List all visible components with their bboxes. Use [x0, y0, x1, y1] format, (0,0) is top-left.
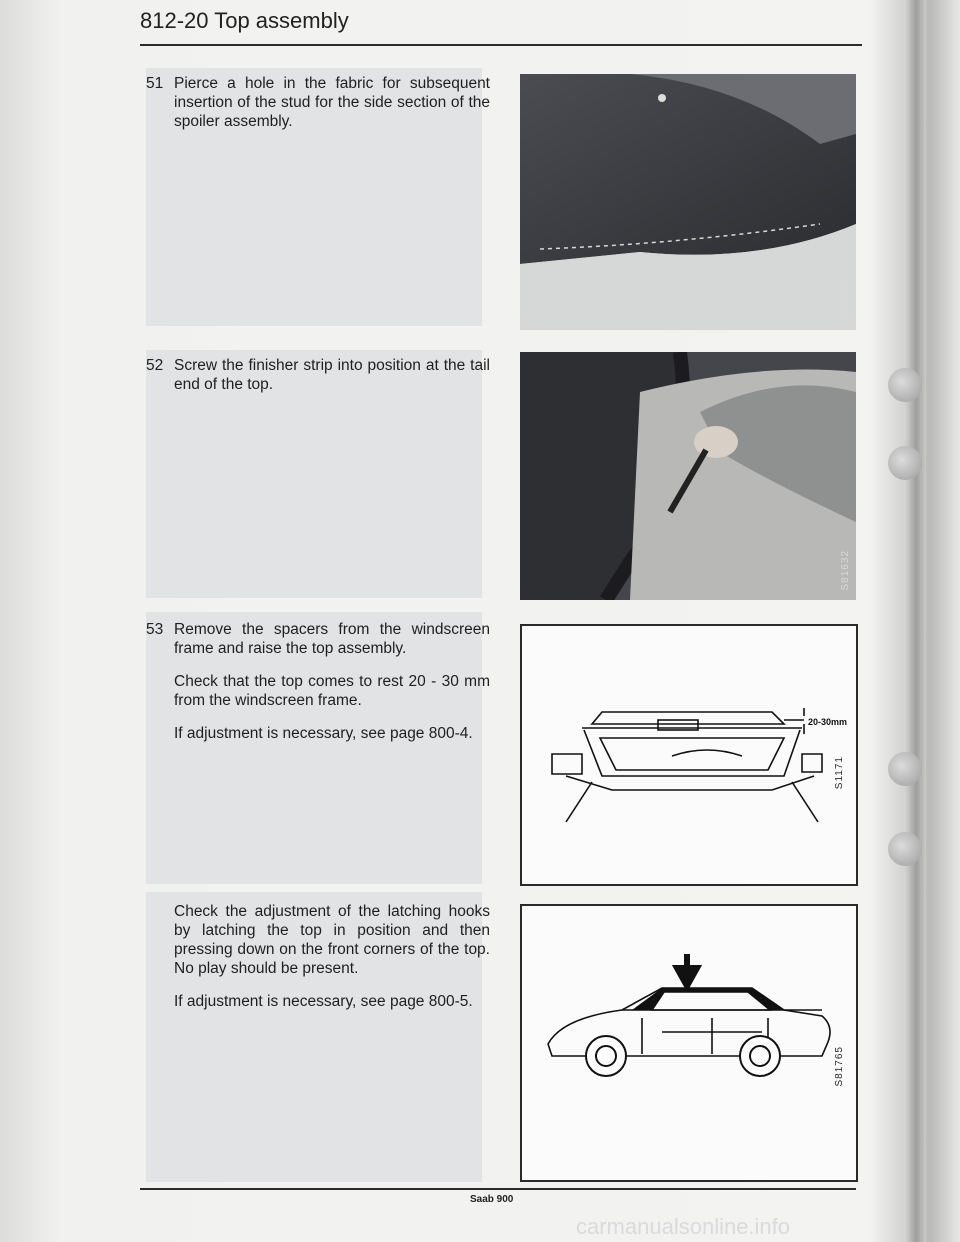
step-latching: [174, 902, 490, 1025]
photo-fabric-hole-drawing: [520, 74, 856, 330]
step-number: 52: [146, 357, 164, 374]
step-paragraph: If adjustment is necessary, see page 800-5.: [174, 993, 473, 1010]
binder-ring-tab: [888, 446, 922, 480]
photo-finisher-strip-drawing: [520, 352, 856, 600]
figure-code: S81765: [834, 1046, 845, 1087]
step-number: 53: [146, 621, 164, 638]
header-rule: [140, 44, 862, 46]
figure-code: S1171: [834, 756, 845, 790]
diagram-car-top: [520, 904, 858, 1182]
binder-ring-tab: [888, 832, 922, 866]
step-paragraph: Check that the top comes to rest 20 - 30 mm from the windscreen frame.: [174, 673, 490, 709]
photo-finisher-strip: [520, 352, 856, 600]
watermark: carmanualsonline.info: [576, 1214, 791, 1239]
step-number: 51: [146, 75, 164, 92]
windscreen-diagram: [522, 626, 856, 884]
page-title: 812-20 Top assembly: [140, 8, 349, 33]
binder-edge: [906, 0, 926, 1242]
footer-brand: Saab 900: [470, 1194, 514, 1205]
binder-ring-tab: [888, 752, 922, 786]
photo-fabric-hole: [520, 74, 856, 330]
step-paragraph: If adjustment is necessary, see page 800-4.: [174, 725, 473, 742]
step-paragraph: Remove the spacers from the windscreen frame and raise the top assembly.: [174, 621, 490, 657]
dimension-label: 20-30mm: [808, 717, 848, 727]
figure-code: S81632: [840, 550, 851, 591]
binder-ring-tab: [888, 368, 922, 402]
step-paragraph: Check the adjustment of the latching hooks by latching the top in position and then pressing down on the front corners of the top. No play should be present.: [174, 903, 490, 977]
step-52: [146, 356, 490, 408]
step-paragraph: Screw the finisher strip into position at the tail end of the top.: [174, 357, 490, 393]
figure-code: S81631: [840, 280, 851, 321]
diagram-windscreen-gap: [520, 624, 858, 886]
step-51: [146, 74, 490, 145]
footer-rule: [140, 1188, 856, 1190]
step-53: [146, 620, 490, 757]
step-paragraph: Pierce a hole in the fabric for subsequent insertion of the stud for the side section of the spoiler assembly.: [174, 75, 490, 130]
car-diagram: [522, 906, 856, 1180]
